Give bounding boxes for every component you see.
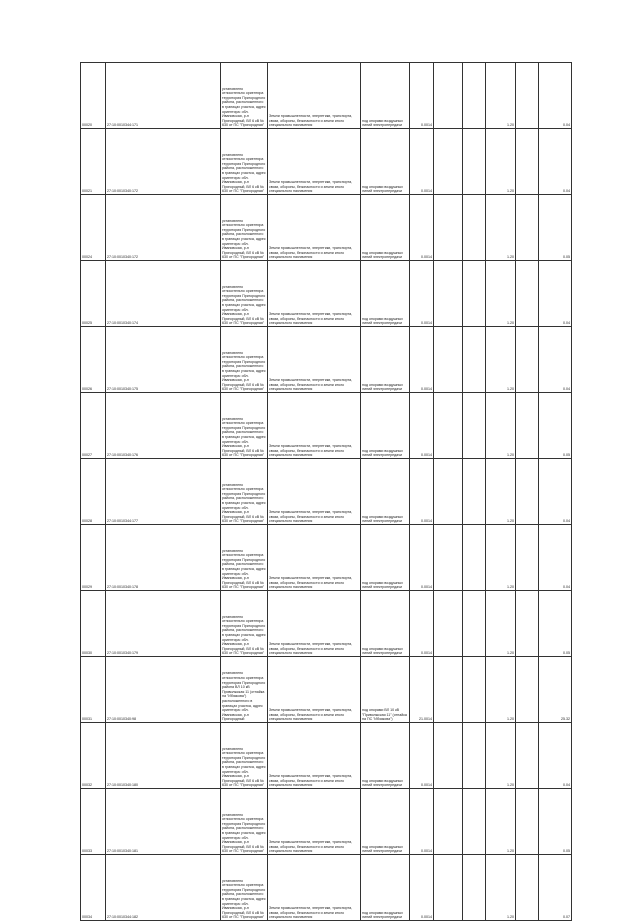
location-text: установлено относительно ориентира территория Пригородного района, расположенного в границах участка, адрес ориентира: обл. Ивановская, р-н Пригородный, ВЛ 6 кВ № 630 от ПС "Пригородная" — [222, 86, 266, 128]
land-category-text: Земли промышленности, энергетики, транспорта, связи, обороны, безопасности и земли иного специального назначения — [269, 576, 353, 590]
plot-id-cell — [81, 525, 106, 591]
table-row — [81, 63, 572, 129]
sum-cell — [539, 591, 572, 657]
location-cell — [221, 195, 268, 261]
rate-text: 1.20 — [507, 453, 514, 458]
empty-cell — [434, 459, 463, 525]
empty-cell — [516, 63, 539, 129]
sum-text: 0.05 — [563, 849, 570, 854]
rate-text: 1.20 — [507, 123, 514, 128]
permitted-use-text: под опорами воздушных линий электропередачи — [362, 316, 403, 326]
cadastral-number-cell — [106, 459, 221, 525]
cadastral-number-cell — [106, 393, 221, 459]
plot-id-cell — [81, 459, 106, 525]
table-row — [81, 129, 572, 195]
rate-cell — [486, 789, 516, 855]
location-cell — [221, 525, 268, 591]
plot-id-cell — [81, 855, 106, 921]
cadastral-number-text: 27:10:0010340:172 — [107, 189, 138, 194]
empty-cell — [463, 327, 486, 393]
sum-text: 0.05 — [563, 255, 570, 260]
empty-cell — [516, 393, 539, 459]
sum-text: 0.04 — [563, 321, 570, 326]
empty-cell — [434, 855, 463, 921]
cadastral-number-text: 27:10:0010340:98 — [107, 717, 136, 722]
plot-id-text: 00032 — [82, 783, 92, 788]
plot-id-text: 00024 — [82, 255, 92, 260]
area-cell — [410, 591, 434, 657]
plot-id-text: 00026 — [82, 387, 92, 392]
location-cell — [221, 657, 268, 723]
rate-cell — [486, 63, 516, 129]
empty-cell — [463, 657, 486, 723]
table-row — [81, 855, 572, 921]
land-category-cell — [268, 789, 361, 855]
location-cell — [221, 789, 268, 855]
permitted-use-cell — [361, 327, 410, 393]
permitted-use-cell — [361, 657, 410, 723]
sum-cell — [539, 657, 572, 723]
location-text: установлено относительно ориентира территория Пригородного района, расположенного в границах участка, адрес ориентира: обл. Ивановская, р-н Пригородный, ВЛ 6 кВ № 630 от ПС "Пригородная" — [222, 812, 266, 854]
area-text: 0.0014 — [421, 915, 432, 920]
empty-cell — [463, 789, 486, 855]
area-cell — [410, 393, 434, 459]
land-category-cell — [268, 525, 361, 591]
permitted-use-cell — [361, 129, 410, 195]
sum-cell — [539, 261, 572, 327]
permitted-use-cell — [361, 195, 410, 261]
land-category-text: Земли промышленности, энергетики, транспорта, связи, обороны, безопасности и земли иного специального назначения — [269, 840, 353, 854]
empty-cell — [463, 855, 486, 921]
location-text: установлено относительно ориентира территория Пригородного района, расположенного в границах участка, адрес ориентира: обл. Ивановская, р-н Пригородный, ВЛ 6 кВ № 630 от ПС "Пригородная" — [222, 152, 266, 194]
permitted-use-text: под опорами воздушных линий электропередачи — [362, 118, 403, 128]
location-text: установлено относительно ориентира территория Пригородного района ВЛ 10 кВ Приволжская 11 (отпайка на "Ибзякова") расположенного в границах участка, адрес ориентира: обл. Ивановская, р-н Пригородный — [222, 671, 266, 722]
location-cell — [221, 327, 268, 393]
land-plot-table — [80, 62, 572, 921]
area-cell — [410, 855, 434, 921]
rate-text: 1.20 — [507, 783, 514, 788]
cadastral-number-cell — [106, 327, 221, 393]
empty-cell — [516, 129, 539, 195]
empty-cell — [516, 459, 539, 525]
location-cell — [221, 459, 268, 525]
table-row — [81, 789, 572, 855]
land-category-cell — [268, 63, 361, 129]
area-text: 0.0014 — [421, 783, 432, 788]
area-text: 0.0014 — [421, 585, 432, 590]
rate-cell — [486, 525, 516, 591]
cadastral-number-cell — [106, 129, 221, 195]
permitted-use-cell — [361, 393, 410, 459]
empty-cell — [463, 459, 486, 525]
land-category-cell — [268, 393, 361, 459]
location-text: установлено относительно ориентира территория Пригородного района, расположенного в границах участка, адрес ориентира: обл. Ивановская, р-н Пригородный, ВЛ 6 кВ № 630 от ПС "Пригородная" — [222, 548, 266, 590]
empty-cell — [434, 591, 463, 657]
empty-cell — [516, 591, 539, 657]
cadastral-number-text: 27:10:0010340:172 — [107, 255, 138, 260]
rate-cell — [486, 459, 516, 525]
land-category-cell — [268, 327, 361, 393]
empty-cell — [516, 195, 539, 261]
permitted-use-text: под опорами воздушных линий электропередачи — [362, 646, 403, 656]
rate-cell — [486, 393, 516, 459]
area-cell — [410, 657, 434, 723]
rate-text: 1.20 — [507, 189, 514, 194]
permitted-use-text: под опорами воздушных линий электропередачи — [362, 448, 403, 458]
plot-id-cell — [81, 63, 106, 129]
empty-cell — [434, 393, 463, 459]
rate-text: 1.20 — [507, 321, 514, 326]
rate-text: 1.20 — [507, 387, 514, 392]
location-cell — [221, 261, 268, 327]
cadastral-number-text: 27:10:0010340:176 — [107, 453, 138, 458]
rate-cell — [486, 723, 516, 789]
cadastral-number-text: 27:10:0010340:178 — [107, 585, 138, 590]
land-category-text: Земли промышленности, энергетики, транспорта, связи, обороны, безопасности и земли иного специального назначения — [269, 114, 353, 128]
permitted-use-text: под опорами воздушных линий электропередачи — [362, 580, 403, 590]
plot-id-text: 00028 — [82, 519, 92, 524]
sum-text: 0.04 — [563, 585, 570, 590]
empty-cell — [463, 195, 486, 261]
sum-text: 0.05 — [563, 651, 570, 656]
land-category-text: Земли промышленности, энергетики, транспорта, связи, обороны, безопасности и земли иного специального назначения — [269, 642, 353, 656]
empty-cell — [434, 327, 463, 393]
plot-id-text: 00031 — [82, 717, 92, 722]
cadastral-number-text: 27:10:0010340:180 — [107, 783, 138, 788]
empty-cell — [463, 591, 486, 657]
rate-cell — [486, 195, 516, 261]
location-cell — [221, 63, 268, 129]
rate-cell — [486, 129, 516, 195]
permitted-use-cell — [361, 525, 410, 591]
cadastral-number-text: 27:10:0010344:177 — [107, 519, 138, 524]
rate-cell — [486, 591, 516, 657]
cadastral-number-cell — [106, 723, 221, 789]
location-text: установлено относительно ориентира территория Пригородного района, расположенного в границах участка, адрес ориентира: обл. Ивановская, р-н Пригородный, ВЛ 6 кВ № 630 от ПС "Пригородная" — [222, 284, 266, 326]
rate-text: 1.20 — [507, 651, 514, 656]
land-category-text: Земли промышленности, энергетики, транспорта, связи, обороны, безопасности и земли иного специального назначения — [269, 708, 353, 722]
permitted-use-text: под опорами воздушных линий электропередачи — [362, 514, 403, 524]
area-cell — [410, 723, 434, 789]
permitted-use-cell — [361, 591, 410, 657]
cadastral-number-text: 27:10:0010340:175 — [107, 387, 138, 392]
permitted-use-cell — [361, 63, 410, 129]
plot-id-text: 00025 — [82, 321, 92, 326]
plot-id-cell — [81, 195, 106, 261]
rate-text: 1.20 — [507, 585, 514, 590]
table-row — [81, 327, 572, 393]
cadastral-number-text: 27:10:0010340:181 — [107, 849, 138, 854]
area-cell — [410, 261, 434, 327]
location-text: установлено относительно ориентира территория Пригородного района, расположенного в границах участка, адрес ориентира: обл. Ивановская, р-н Пригородный, ВЛ 6 кВ № 630 от ПС "Пригородная" — [222, 614, 266, 656]
empty-cell — [463, 723, 486, 789]
cadastral-number-cell — [106, 591, 221, 657]
sum-text: 0.04 — [563, 783, 570, 788]
location-cell — [221, 855, 268, 921]
empty-cell — [434, 723, 463, 789]
land-category-text: Земли промышленности, энергетики, транспорта, связи, обороны, безопасности и земли иного специального назначения — [269, 180, 353, 194]
location-text: установлено относительно ориентира территория Пригородного района, расположенного в границах участка, адрес ориентира: обл. Ивановская, р-н Пригородный, ВЛ 6 кВ № 630 от ПС "Пригородная" — [222, 416, 266, 458]
permitted-use-text: под опорами воздушных линий электропередачи — [362, 844, 403, 854]
plot-id-text: 00033 — [82, 849, 92, 854]
area-text: 0.0014 — [421, 123, 432, 128]
empty-cell — [516, 525, 539, 591]
permitted-use-text: под опорами ВЛ 10 кВ "Приволжская 11" (отпайка на ПС "Ибзякова") — [362, 708, 407, 722]
land-category-cell — [268, 459, 361, 525]
land-category-cell — [268, 129, 361, 195]
table-row — [81, 525, 572, 591]
area-cell — [410, 327, 434, 393]
land-category-cell — [268, 591, 361, 657]
cadastral-number-cell — [106, 261, 221, 327]
permitted-use-cell — [361, 855, 410, 921]
area-cell — [410, 459, 434, 525]
plot-id-cell — [81, 261, 106, 327]
land-category-text: Земли промышленности, энергетики, транспорта, связи, обороны, безопасности и земли иного специального назначения — [269, 312, 353, 326]
empty-cell — [463, 261, 486, 327]
plot-id-text: 00029 — [82, 585, 92, 590]
permitted-use-text: под опорами воздушных линий электропередачи — [362, 250, 403, 260]
plot-id-text: 00027 — [82, 453, 92, 458]
empty-cell — [516, 855, 539, 921]
area-text: 0.0014 — [421, 849, 432, 854]
area-cell — [410, 195, 434, 261]
permitted-use-text: под опорами воздушных линий электропередачи — [362, 184, 403, 194]
land-category-cell — [268, 195, 361, 261]
area-cell — [410, 63, 434, 129]
sum-text: 0.04 — [563, 189, 570, 194]
land-category-text: Земли промышленности, энергетики, транспорта, связи, обороны, безопасности и земли иного специального назначения — [269, 378, 353, 392]
permitted-use-cell — [361, 261, 410, 327]
plot-id-text: 00034 — [82, 915, 92, 920]
rate-text: 1.20 — [507, 849, 514, 854]
empty-cell — [434, 63, 463, 129]
plot-id-text: 00021 — [82, 189, 92, 194]
sum-cell — [539, 393, 572, 459]
permitted-use-cell — [361, 789, 410, 855]
cadastral-number-text: 27:10:0010344:182 — [107, 915, 138, 920]
empty-cell — [516, 657, 539, 723]
location-cell — [221, 393, 268, 459]
empty-cell — [463, 393, 486, 459]
location-text: установлено относительно ориентира территория Пригородного района, расположенного в границах участка, адрес ориентира: обл. Ивановская, р-н Пригородный, ВЛ 6 кВ № 630 от ПС "Пригородная" — [222, 746, 266, 788]
area-cell — [410, 525, 434, 591]
area-cell — [410, 789, 434, 855]
cadastral-number-cell — [106, 855, 221, 921]
table-row — [81, 261, 572, 327]
sum-text: 0.04 — [563, 123, 570, 128]
rate-cell — [486, 657, 516, 723]
sum-cell — [539, 855, 572, 921]
area-text: 0.0014 — [421, 651, 432, 656]
empty-cell — [434, 525, 463, 591]
sum-cell — [539, 459, 572, 525]
sum-cell — [539, 723, 572, 789]
cadastral-number-text: 27:10:0010340:179 — [107, 651, 138, 656]
empty-cell — [434, 789, 463, 855]
empty-cell — [434, 129, 463, 195]
empty-cell — [463, 525, 486, 591]
cadastral-number-cell — [106, 657, 221, 723]
rate-text: 1.20 — [507, 717, 514, 722]
sum-cell — [539, 129, 572, 195]
location-text: установлено относительно ориентира территория Пригородного района, расположенного в границах участка, адрес ориентира: обл. Ивановская, р-н Пригородный, ВЛ 6 кВ № 630 от ПС "Пригородная" — [222, 350, 266, 392]
location-text: установлено относительно ориентира территория Пригородного района, расположенного в границах участка, адрес ориентира: обл. Ивановская, р-н Пригородный, ВЛ 6 кВ № 630 от ПС "Пригородная" — [222, 878, 266, 920]
rate-cell — [486, 261, 516, 327]
permitted-use-text: под опорами воздушных линий электропередачи — [362, 382, 403, 392]
plot-id-cell — [81, 657, 106, 723]
permitted-use-cell — [361, 723, 410, 789]
table-row — [81, 657, 572, 723]
permitted-use-text: под опорами воздушных линий электропередачи — [362, 910, 403, 920]
land-category-text: Земли промышленности, энергетики, транспорта, связи, обороны, безопасности и земли иного специального назначения — [269, 246, 353, 260]
area-text: 0.0014 — [421, 387, 432, 392]
permitted-use-cell — [361, 459, 410, 525]
sum-cell — [539, 789, 572, 855]
empty-cell — [434, 657, 463, 723]
table-row — [81, 393, 572, 459]
sum-text: 0.05 — [563, 453, 570, 458]
sum-cell — [539, 195, 572, 261]
cadastral-number-cell — [106, 789, 221, 855]
empty-cell — [516, 327, 539, 393]
area-text: 0.0014 — [421, 189, 432, 194]
empty-cell — [516, 261, 539, 327]
plot-id-cell — [81, 129, 106, 195]
land-category-cell — [268, 855, 361, 921]
sum-text: 0.04 — [563, 387, 570, 392]
sum-text: 0.04 — [563, 519, 570, 524]
sum-text: 25.32 — [561, 717, 570, 722]
table-row — [81, 459, 572, 525]
location-cell — [221, 129, 268, 195]
area-text: 0.0014 — [421, 453, 432, 458]
rate-text: 1.20 — [507, 255, 514, 260]
cadastral-number-cell — [106, 525, 221, 591]
rate-cell — [486, 327, 516, 393]
area-cell — [410, 129, 434, 195]
table-body — [81, 63, 572, 921]
cadastral-number-text: 27:10:0010344:171 — [107, 123, 138, 128]
rate-cell — [486, 855, 516, 921]
empty-cell — [463, 129, 486, 195]
cadastral-number-cell — [106, 63, 221, 129]
area-text: 0.0014 — [421, 321, 432, 326]
empty-cell — [434, 195, 463, 261]
plot-id-cell — [81, 723, 106, 789]
location-text: установлено относительно ориентира территория Пригородного района, расположенного в границах участка, адрес ориентира: обл. Ивановская, р-н Пригородный, ВЛ 6 кВ № 630 от ПС "Пригородная" — [222, 218, 266, 260]
land-category-text: Земли промышленности, энергетики, транспорта, связи, обороны, безопасности и земли иного специального назначения — [269, 906, 353, 920]
table-row — [81, 195, 572, 261]
sum-cell — [539, 327, 572, 393]
land-category-cell — [268, 261, 361, 327]
sum-cell — [539, 525, 572, 591]
empty-cell — [463, 63, 486, 129]
location-cell — [221, 591, 268, 657]
plot-id-cell — [81, 327, 106, 393]
area-text: 0.0014 — [421, 255, 432, 260]
land-category-text: Земли промышленности, энергетики, транспорта, связи, обороны, безопасности и земли иного специального назначения — [269, 774, 353, 788]
plot-id-cell — [81, 591, 106, 657]
plot-id-cell — [81, 789, 106, 855]
rate-text: 1.20 — [507, 519, 514, 524]
sum-cell — [539, 63, 572, 129]
land-category-cell — [268, 657, 361, 723]
land-category-cell — [268, 723, 361, 789]
empty-cell — [516, 723, 539, 789]
cadastral-number-cell — [106, 195, 221, 261]
plot-id-text: 00030 — [82, 651, 92, 656]
empty-cell — [434, 261, 463, 327]
plot-id-text: 00020 — [82, 123, 92, 128]
plot-id-cell — [81, 393, 106, 459]
table-row — [81, 591, 572, 657]
rate-text: 1.20 — [507, 915, 514, 920]
location-text: установлено относительно ориентира территория Пригородного района, расположенного в границах участка, адрес ориентира: обл. Ивановская, р-н Пригородный, ВЛ 6 кВ № 630 от ПС "Пригородная" — [222, 482, 266, 524]
location-cell — [221, 723, 268, 789]
cadastral-number-text: 27:10:0010340:174 — [107, 321, 138, 326]
permitted-use-text: под опорами воздушных линий электропередачи — [362, 778, 403, 788]
table-row — [81, 723, 572, 789]
sum-text: 0.07 — [563, 915, 570, 920]
area-text: 0.0014 — [421, 519, 432, 524]
land-category-text: Земли промышленности, энергетики, транспорта, связи, обороны, безопасности и земли иного специального назначения — [269, 510, 353, 524]
area-text: 21.0014 — [419, 717, 432, 722]
empty-cell — [516, 789, 539, 855]
land-category-text: Земли промышленности, энергетики, транспорта, связи, обороны, безопасности и земли иного специального назначения — [269, 444, 353, 458]
